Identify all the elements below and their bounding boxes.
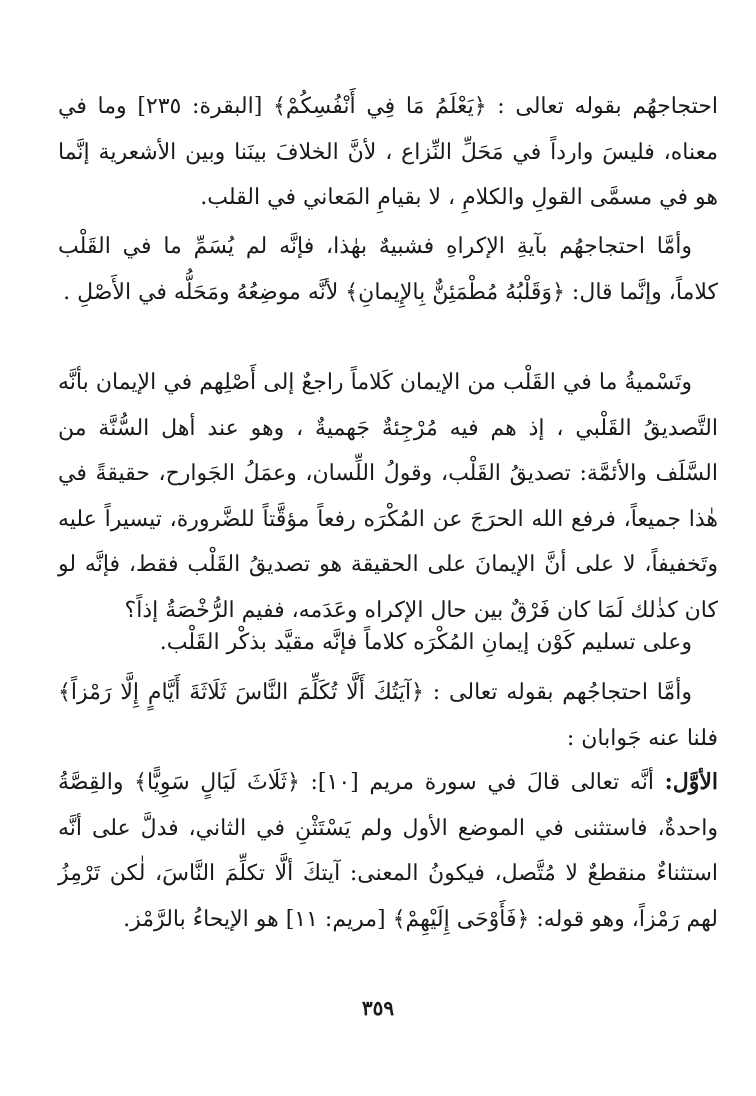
page-body <box>58 0 718 1096</box>
page-number: ٣٥٩ <box>361 996 395 1020</box>
paragraph-4: وعلى تسليم كَوْن إيمانِ المُكْرَه كلاماً فإنَّه مقيَّد بذكْر القَلْب. <box>159 630 692 655</box>
paragraph-1: احتجاجهُم بقوله تعالى : ﴿يَعْلَمُ مَا فِي أَنْفُسِكُمْ﴾ [البقرة: ٢٣٥] وما في معناه، فليسَ وارداً في مَحَلِّ النِّزاع ، لأنَّ الخلافَ بينَنا وبين الأشعرية إنَّما هو في مسمَّى القولِ والكلامِ ، لا بقيامِ المَعاني في القلب. <box>58 94 718 210</box>
paragraph-3: وتَسْميةُ ما في القَلْب من الإيمان كَلاماً راجعٌ إلى أَصْلِهم في الإيمان بأنَّه التَّصديقُ القَلْبي ، إذ هم فيه مُرْجِئةٌ جَهميةٌ ، وهو عند أهل السُّنَّة من السَّلَف والأئمَّة: تصديقُ القَلْب، وقولُ اللِّسان، وعمَلُ الجَوارح، حقيقةً في هٰذا جميعاً، فرفع الله الحرَجَ عن المُكْرَه رفعاً مؤقَّتاً للضَّرورة، تيسيراً عليه وتَخفيفاً، لا على أنَّ الإيمانَ على الحقيقة هو تصديقُ القَلْب فقط، فإنَّه لو كان كذٰلك لَمَا كان فَرْقٌ بين حال الإكراه وعَدَمه، ففيم الرُّخْصَةُ إذاً؟ <box>58 370 718 623</box>
paragraph-6 <box>58 760 718 942</box>
paragraph-2: وأمَّا احتجاجهُم بآيةِ الإكراهِ فشبيهٌ بهٰذا، فإنَّه لم يُسَمِّ ما في القَلْب كلاماً، وإنَّما قال: ﴿وَقَلْبُهُ مُطْمَئِنٌّ بِالإِيمانِ﴾ لأنَّه موضِعُهُ ومَحَلُّه في الأَصْلِ . <box>58 234 718 305</box>
paragraph-6-text: أنَّه تعالى قالَ في سورة مريم [١٠]: ﴿ثَلَاثَ لَيَالٍ سَوِيًّا﴾ والقِصَّةُ واحدةٌ، فاستثنى في الموضع الأول ولم يَسْتَثْنِ في الثاني، فدلَّ على أنَّه استثناءٌ منقطعٌ لا مُتَّصل، فيكونُ المعنى: آيتكَ ألَّا تكلِّمَ النَّاسَ، لٰكن تَرْمِزُ لهم رَمْزاً، وهو قوله: ﴿فَأَوْحَى إِلَيْهِمْ﴾ [مريم: ١١] هو الإيحاءُ بالرَّمْز. <box>58 770 718 932</box>
paragraph-5: وأمَّا احتجاجُهم بقوله تعالى : ﴿آيَتُكَ أَلَّا تُكَلِّمَ النَّاسَ ثَلَاثَةَ أَيَّامٍ إِلَّا رَمْزاً﴾ فلنا عنه جَوابان : <box>58 680 718 751</box>
paragraph-6-label: الأوَّل: <box>664 769 718 795</box>
